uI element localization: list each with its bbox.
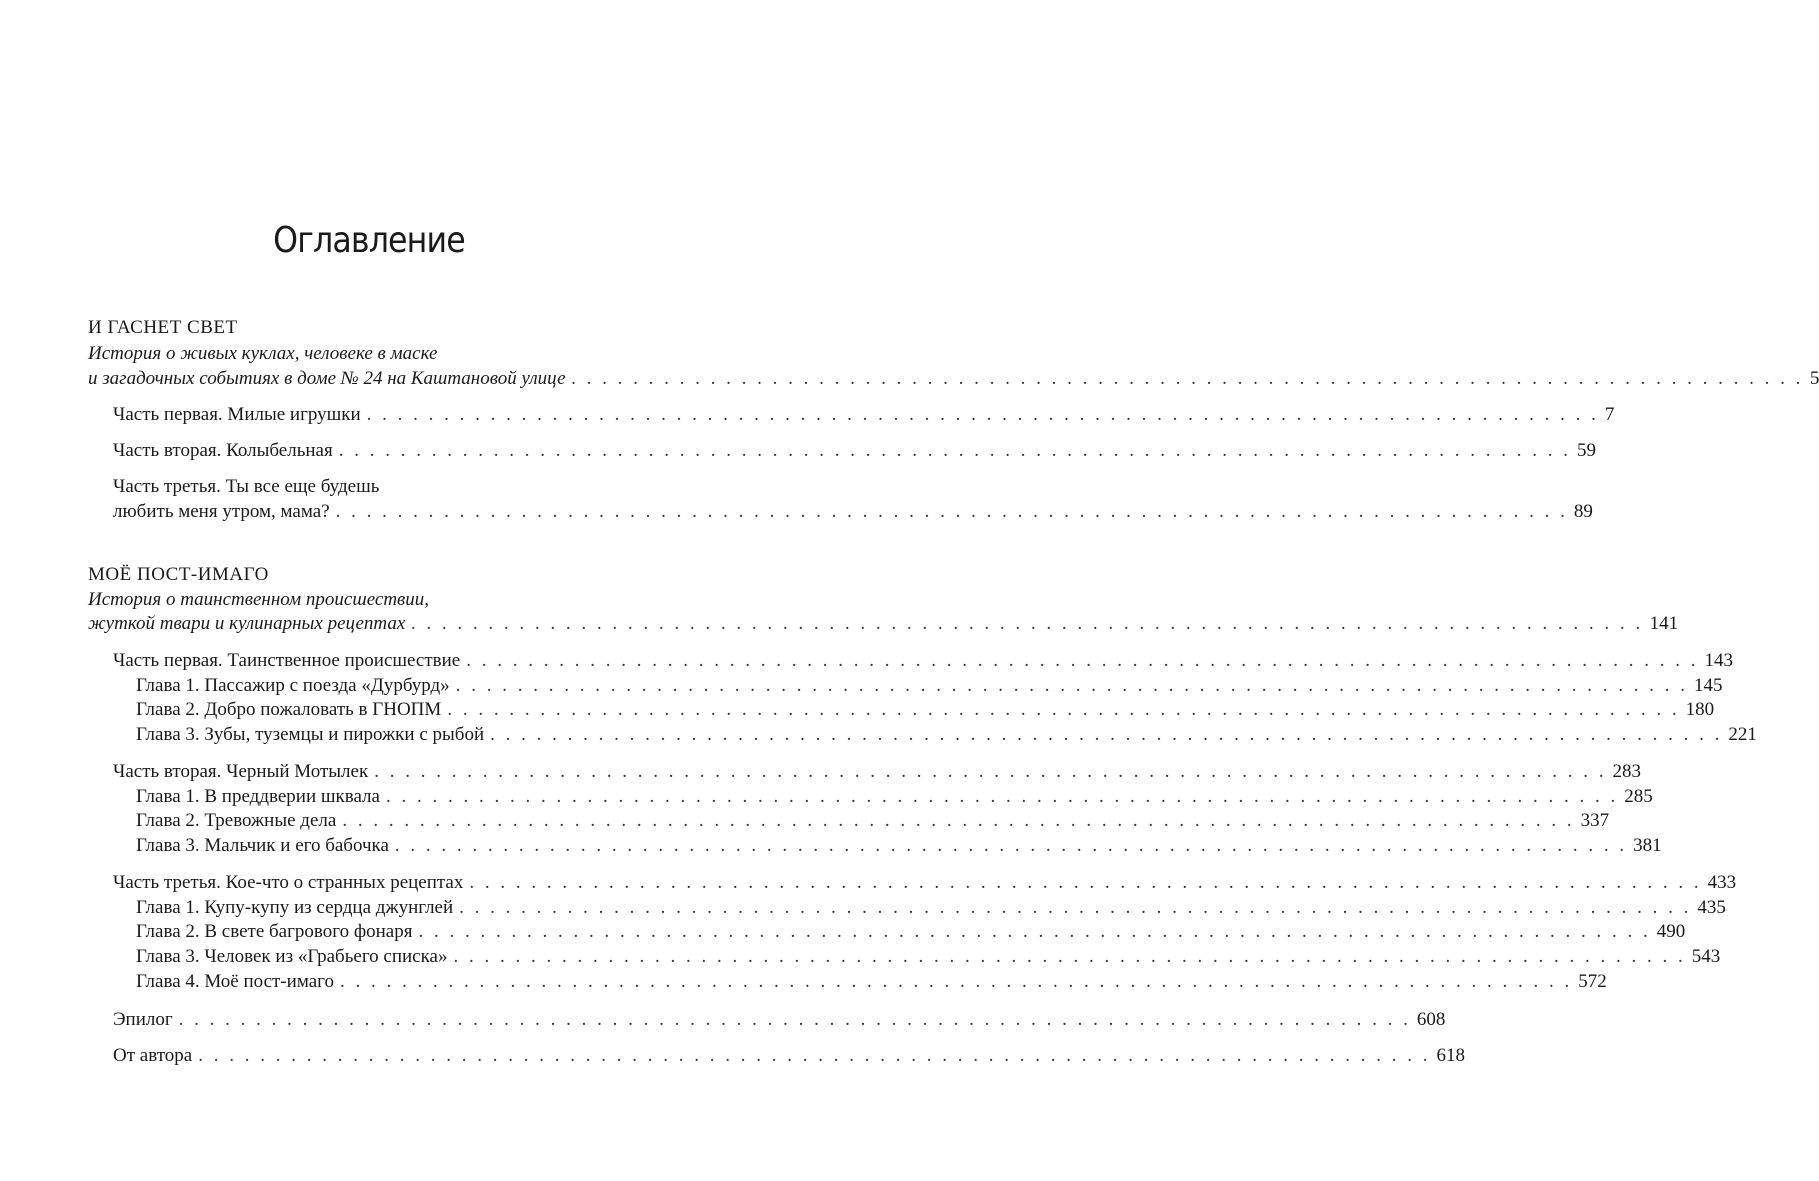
toc-entry[interactable] xyxy=(136,785,1653,809)
toc-entry-label: Глава 2. Тревожные дела xyxy=(136,810,337,831)
toc-entry-page: 543 xyxy=(1691,946,1721,967)
toc-entry[interactable] xyxy=(113,760,1641,784)
leader-dots: . . . . . . . . . . . . . . . . . . . . . . . . . . . . . . . . . . . . . . . . . . . . . . . . . . . . . . . . . . . . . . . . . . . . . . . . . . . . . . . . xyxy=(455,675,1688,696)
leader-dots: . . . . . . . . . . . . . . . . . . . . . . . . . . . . . . . . . . . . . . . . . . . . . . . . . . . . . . . . . . . . . . . . . . . . . . . . . . . . . . . . xyxy=(411,613,1644,634)
toc-entry-page: 221 xyxy=(1728,724,1757,745)
toc-entry-page: 285 xyxy=(1624,786,1653,807)
toc-entry-page: 180 xyxy=(1685,699,1715,720)
toc-entry-label: Глава 1. В преддверии шквала xyxy=(136,786,380,807)
toc-entry[interactable] xyxy=(136,970,1607,994)
book2-heading: МОЁ ПОСТ-ИМАГО xyxy=(88,564,269,585)
toc-entry-label: Часть вторая. Колыбельная xyxy=(113,440,333,461)
leader-dots: . . . . . . . . . . . . . . . . . . . . . . . . . . . . . . . . . . . . . . . . . . . . . . . . . . . . . . . . . . . . . . . . . . . . . . . . . . . . . . . . xyxy=(469,872,1702,893)
toc-entry[interactable] xyxy=(136,723,1757,747)
toc-entry-page: 435 xyxy=(1697,897,1726,918)
toc-entry-page: 337 xyxy=(1580,810,1610,831)
toc-entry-label: Глава 1. Пассажир с поезда «Дурбурд» xyxy=(136,675,450,696)
toc-entry[interactable] xyxy=(136,945,1721,969)
toc-entry-page: 141 xyxy=(1649,613,1679,634)
toc-entry-label: Эпилог xyxy=(113,1009,173,1030)
leader-dots: . . . . . . . . . . . . . . . . . . . . . . . . . . . . . . . . . . . . . . . . . . . . . . . . . . . . . . . . . . . . . . . . . . . . . . . . . . . . . . . . xyxy=(394,835,1628,856)
toc-entry-label: жуткой твари и кулинарных рецептах xyxy=(88,613,406,634)
leader-dots: . . . . . . . . . . . . . . . . . . . . . . . . . . . . . . . . . . . . . . . . . . . . . . . . . . . . . . . . . . . . . . . . . . . . . . . . . . . . . . . . xyxy=(447,699,1680,720)
toc-entry-label: Глава 3. Человек из «Грабьего списка» xyxy=(136,946,448,967)
toc-entry-page: 143 xyxy=(1704,650,1733,671)
leader-dots: . . . . . . . . . . . . . . . . . . . . . . . . . . . . . . . . . . . . . . . . . . . . . . . . . . . . . . . . . . . . . . . . . . . . . . . . . . . . . . . . xyxy=(374,761,1607,782)
leader-dots: . . . . . . . . . . . . . . . . . . . . . . . . . . . . . . . . . . . . . . . . . . . . . . . . . . . . . . . . . . . . . . . . . . . . . . . . . . . . . . . . xyxy=(490,724,1723,745)
toc-entry[interactable] xyxy=(113,649,1733,673)
toc-entry[interactable] xyxy=(88,612,1679,636)
leader-dots: . . . . . . . . . . . . . . . . . . . . . . . . . . . . . . . . . . . . . . . . . . . . . . . . . . . . . . . . . . . . . . . . . . . . . . . . . . . . . . . . xyxy=(198,1045,1431,1066)
toc-entry-page: 618 xyxy=(1436,1045,1465,1066)
leader-dots: . . . . . . . . . . . . . . . . . . . . . . . . . . . . . . . . . . . . . . . . . . . . . . . . . . . . . . . . . . . . . . . . . . . . . . . . . . . . . . . . xyxy=(366,404,1599,425)
toc-entry-label: любить меня утром, мама? xyxy=(113,501,330,522)
leader-dots: . . . . . . . . . . . . . . . . . . . . . . . . . . . . . . . . . . . . . . . . . . . . . . . . . . . . . . . . . . . . . . . . . . . . . . . . . . . . . . . . xyxy=(342,810,1575,831)
toc-entry-page: 572 xyxy=(1578,971,1607,992)
book1-subtitle-line1: История о живых куклах, человеке в маске xyxy=(88,343,438,364)
leader-dots: . . . . . . . . . . . . . . . . . . . . . . . . . . . . . . . . . . . . . . . . . . . . . . . . . . . . . . . . . . . . . . . . . . . . . . . . . . . . . . . . xyxy=(466,650,1699,671)
toc-entry-label: Глава 4. Моё пост-имаго xyxy=(136,971,334,992)
page-title: Оглавление xyxy=(273,220,465,261)
toc-entry[interactable] xyxy=(113,871,1737,895)
toc-entry[interactable] xyxy=(113,1044,1465,1068)
toc-entry[interactable] xyxy=(136,896,1726,920)
leader-dots: . . . . . . . . . . . . . . . . . . . . . . . . . . . . . . . . . . . . . . . . . . . . . . . . . . . . . . . . . . . . . . . . . . . . . . . . . . . . . . . . xyxy=(338,440,1571,461)
toc-entry-page: 7 xyxy=(1604,404,1615,425)
toc-entry[interactable] xyxy=(88,367,1819,391)
toc-entry-label: От автора xyxy=(113,1045,193,1066)
leader-dots: . . . . . . . . . . . . . . . . . . . . . . . . . . . . . . . . . . . . . . . . . . . . . . . . . . . . . . . . . . . . . . . . . . . . . . . . . . . . . . . . xyxy=(571,368,1804,389)
leader-dots: . . . . . . . . . . . . . . . . . . . . . . . . . . . . . . . . . . . . . . . . . . . . . . . . . . . . . . . . . . . . . . . . . . . . . . . . . . . . . . . . xyxy=(335,501,1568,522)
toc-entry-label: Часть первая. Милые игрушки xyxy=(113,404,361,425)
book1-heading: И ГАСНЕТ СВЕТ xyxy=(88,317,238,338)
book2-subtitle-line1: История о таинственном происшествии, xyxy=(88,589,430,610)
toc-entry-label: Часть первая. Таинственное происшествие xyxy=(113,650,461,671)
toc-entry[interactable] xyxy=(113,1008,1446,1032)
leader-dots: . . . . . . . . . . . . . . . . . . . . . . . . . . . . . . . . . . . . . . . . . . . . . . . . . . . . . . . . . . . . . . . . . . . . . . . . . . . . . . . . xyxy=(178,1009,1411,1030)
toc-entry-page: 490 xyxy=(1656,921,1686,942)
toc-entry-page: 5 xyxy=(1809,368,1819,389)
toc-entry[interactable] xyxy=(136,674,1723,698)
toc-entry-label: Глава 3. Зубы, туземцы и пирожки с рыбой xyxy=(136,724,485,745)
toc-entry-page: 381 xyxy=(1633,835,1662,856)
toc-entry[interactable] xyxy=(136,698,1715,722)
toc-entry-label: Глава 3. Мальчик и его бабочка xyxy=(136,835,389,856)
toc-entry-label-line1: Часть третья. Ты все еще будешь xyxy=(113,476,380,497)
toc-entry-page: 59 xyxy=(1576,440,1596,461)
toc-entry-label: Часть третья. Кое-что о странных рецептах xyxy=(113,872,464,893)
toc-entry[interactable] xyxy=(113,403,1615,427)
toc-entry-label: Глава 2. В свете багрового фонаря xyxy=(136,921,413,942)
leader-dots: . . . . . . . . . . . . . . . . . . . . . . . . . . . . . . . . . . . . . . . . . . . . . . . . . . . . . . . . . . . . . . . . . . . . . . . . . . . . . . . . xyxy=(340,971,1573,992)
toc-entry-label: Глава 2. Добро пожаловать в ГНОПМ xyxy=(136,699,442,720)
leader-dots: . . . . . . . . . . . . . . . . . . . . . . . . . . . . . . . . . . . . . . . . . . . . . . . . . . . . . . . . . . . . . . . . . . . . . . . . . . . . . . . . xyxy=(385,786,1619,807)
toc-entry-page: 89 xyxy=(1573,501,1593,522)
toc-entry-page: 608 xyxy=(1416,1009,1446,1030)
toc-entry-page: 145 xyxy=(1693,675,1723,696)
toc-entry[interactable] xyxy=(136,834,1662,858)
toc-entry[interactable] xyxy=(136,920,1686,944)
leader-dots: . . . . . . . . . . . . . . . . . . . . . . . . . . . . . . . . . . . . . . . . . . . . . . . . . . . . . . . . . . . . . . . . . . . . . . . . . . . . . . . . xyxy=(459,897,1692,918)
toc-entry[interactable] xyxy=(113,500,1593,524)
toc-entry-label: и загадочных событиях в доме № 24 на Каштановой улице xyxy=(88,368,566,389)
toc-entry[interactable] xyxy=(136,809,1610,833)
toc-entry-label: Глава 1. Купу-купу из сердца джунглей xyxy=(136,897,454,918)
leader-dots: . . . . . . . . . . . . . . . . . . . . . . . . . . . . . . . . . . . . . . . . . . . . . . . . . . . . . . . . . . . . . . . . . . . . . . . . . . . . . . . . xyxy=(418,921,1651,942)
leader-dots: . . . . . . . . . . . . . . . . . . . . . . . . . . . . . . . . . . . . . . . . . . . . . . . . . . . . . . . . . . . . . . . . . . . . . . . . . . . . . . . . xyxy=(453,946,1686,967)
toc-entry[interactable] xyxy=(113,439,1596,463)
toc-entry-label: Часть вторая. Черный Мотылек xyxy=(113,761,369,782)
toc-entry-page: 433 xyxy=(1707,872,1737,893)
toc-entry-page: 283 xyxy=(1612,761,1641,782)
